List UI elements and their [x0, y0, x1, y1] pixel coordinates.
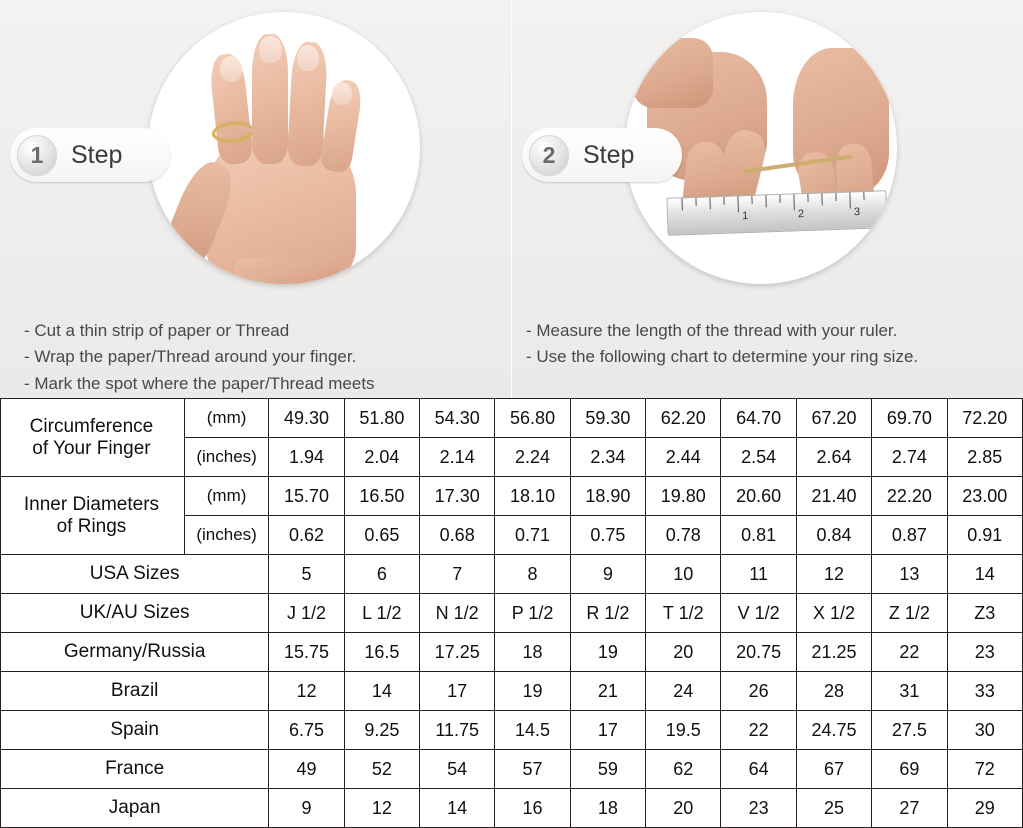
- cell: 19.80: [646, 477, 721, 516]
- cell: 72: [947, 750, 1022, 789]
- cell: 18: [495, 633, 570, 672]
- cell: 18.10: [495, 477, 570, 516]
- cell: 62.20: [646, 399, 721, 438]
- cell: 16.5: [344, 633, 419, 672]
- cell: L 1/2: [344, 594, 419, 633]
- cell: 0.78: [646, 516, 721, 555]
- steps-section: [0, 0, 1023, 398]
- cell: 56.80: [495, 399, 570, 438]
- step-1-instructions: [24, 318, 375, 397]
- cell: Z3: [947, 594, 1022, 633]
- table-row: [1, 555, 1023, 594]
- cell: J 1/2: [269, 594, 344, 633]
- step-2-panel: [512, 0, 1023, 398]
- cell: 0.75: [570, 516, 645, 555]
- cell: 6.75: [269, 711, 344, 750]
- cell: 0.81: [721, 516, 796, 555]
- cell: 64.70: [721, 399, 796, 438]
- cell: 17: [570, 711, 645, 750]
- cell: 64: [721, 750, 796, 789]
- row-label-brazil: Brazil: [1, 672, 269, 711]
- cell: 11.75: [420, 711, 495, 750]
- row-label-circumference-line1: Circumference: [29, 415, 154, 437]
- cell: 20.60: [721, 477, 796, 516]
- cell: 15.70: [269, 477, 344, 516]
- cell: 54.30: [420, 399, 495, 438]
- cell: 18.90: [570, 477, 645, 516]
- cell: 2.34: [570, 438, 645, 477]
- cell: 49: [269, 750, 344, 789]
- cell: 27: [872, 789, 947, 828]
- cell: 20: [646, 633, 721, 672]
- cell: 52: [344, 750, 419, 789]
- unit-inches: (inches): [184, 438, 268, 477]
- cell: 26: [721, 672, 796, 711]
- table-row: [1, 633, 1023, 672]
- step-1-panel: [0, 0, 512, 398]
- ruler-number-2: 2: [797, 208, 805, 221]
- cell: 0.87: [872, 516, 947, 555]
- step-1-bullet-3: - Mark the spot where the paper/Thread meets: [24, 373, 375, 393]
- cell: 0.65: [344, 516, 419, 555]
- row-label-inner-diameter-line1: Inner Diameters: [23, 493, 160, 515]
- cell: 24.75: [796, 711, 871, 750]
- cell: 23: [947, 633, 1022, 672]
- cell: 2.44: [646, 438, 721, 477]
- cell: 24: [646, 672, 721, 711]
- cell: 12: [269, 672, 344, 711]
- row-label-france: France: [1, 750, 269, 789]
- cell: N 1/2: [420, 594, 495, 633]
- cell: 0.62: [269, 516, 344, 555]
- row-label-inner-diameter-line2: of Rings: [56, 515, 127, 537]
- cell: 0.71: [495, 516, 570, 555]
- cell: 51.80: [344, 399, 419, 438]
- cell: 19.5: [646, 711, 721, 750]
- step-1-badge: [10, 128, 170, 182]
- cell: 21.40: [796, 477, 871, 516]
- cell: V 1/2: [721, 594, 796, 633]
- ruler: [666, 190, 887, 236]
- cell: 9.25: [344, 711, 419, 750]
- step-1-label: Step: [71, 140, 123, 169]
- cell: 2.24: [495, 438, 570, 477]
- cell: 11: [721, 555, 796, 594]
- step-2-label: Step: [583, 140, 635, 169]
- cell: 2.54: [721, 438, 796, 477]
- table-row: [1, 750, 1023, 789]
- cell: 69.70: [872, 399, 947, 438]
- table-row: [1, 672, 1023, 711]
- cell: 22.20: [872, 477, 947, 516]
- cell: 13: [872, 555, 947, 594]
- cell: P 1/2: [495, 594, 570, 633]
- row-label-usa: USA Sizes: [1, 555, 269, 594]
- cell: 2.85: [947, 438, 1022, 477]
- cell: 67.20: [796, 399, 871, 438]
- cell: 27.5: [872, 711, 947, 750]
- row-label-japan: Japan: [1, 789, 269, 828]
- cell: 14: [344, 672, 419, 711]
- cell: 23: [721, 789, 796, 828]
- step-2-bullet-2: - Use the following chart to determine your ring size.: [526, 347, 919, 367]
- cell: 0.68: [420, 516, 495, 555]
- cell: 33: [947, 672, 1022, 711]
- cell: 19: [495, 672, 570, 711]
- cell: T 1/2: [646, 594, 721, 633]
- cell: 54: [420, 750, 495, 789]
- cell: 2.04: [344, 438, 419, 477]
- cell: 5: [269, 555, 344, 594]
- cell: 22: [872, 633, 947, 672]
- step-1-number: 1: [17, 135, 57, 175]
- cell: 20.75: [721, 633, 796, 672]
- cell: 23.00: [947, 477, 1022, 516]
- row-label-germany-russia: Germany/Russia: [1, 633, 269, 672]
- cell: 72.20: [947, 399, 1022, 438]
- row-label-spain: Spain: [1, 711, 269, 750]
- cell: 12: [344, 789, 419, 828]
- cell: 59: [570, 750, 645, 789]
- cell: 29: [947, 789, 1022, 828]
- cell: 57: [495, 750, 570, 789]
- ruler-number-3: 3: [853, 206, 861, 219]
- table-row: [1, 594, 1023, 633]
- cell: 69: [872, 750, 947, 789]
- cell: 2.74: [872, 438, 947, 477]
- cell: 17.30: [420, 477, 495, 516]
- cell: 0.84: [796, 516, 871, 555]
- cell: 49.30: [269, 399, 344, 438]
- cell: 14.5: [495, 711, 570, 750]
- unit-mm: (mm): [184, 477, 268, 516]
- cell: 62: [646, 750, 721, 789]
- cell: 7: [420, 555, 495, 594]
- cell: X 1/2: [796, 594, 871, 633]
- cell: 17.25: [420, 633, 495, 672]
- hand-with-thread-around-finger-photo: [148, 12, 420, 284]
- cell: 59.30: [570, 399, 645, 438]
- unit-inches: (inches): [184, 516, 268, 555]
- cell: 14: [420, 789, 495, 828]
- cell: 12: [796, 555, 871, 594]
- table-row: [1, 711, 1023, 750]
- ruler-number-1: 1: [741, 210, 749, 223]
- cell: 9: [570, 555, 645, 594]
- row-label-inner-diameter: [1, 477, 185, 555]
- cell: 22: [721, 711, 796, 750]
- cell: R 1/2: [570, 594, 645, 633]
- cell: 28: [796, 672, 871, 711]
- cell: 17: [420, 672, 495, 711]
- step-2-badge: [522, 128, 682, 182]
- cell: 21.25: [796, 633, 871, 672]
- ring-size-chart-table: [0, 398, 1023, 828]
- step-2-instructions: [526, 318, 918, 371]
- cell: 30: [947, 711, 1022, 750]
- cell: 10: [646, 555, 721, 594]
- cell: 0.91: [947, 516, 1022, 555]
- cell: 2.14: [420, 438, 495, 477]
- cell: 6: [344, 555, 419, 594]
- cell: 8: [495, 555, 570, 594]
- cell: 2.64: [796, 438, 871, 477]
- cell: 1.94: [269, 438, 344, 477]
- cell: 25: [796, 789, 871, 828]
- table-row: [1, 399, 1023, 438]
- cell: 9: [269, 789, 344, 828]
- cell: 16: [495, 789, 570, 828]
- row-label-circumference-line2: of Your Finger: [32, 437, 151, 459]
- cell: 18: [570, 789, 645, 828]
- unit-mm: (mm): [184, 399, 268, 438]
- cell: 14: [947, 555, 1022, 594]
- step-1-bullet-2: - Wrap the paper/Thread around your finger.: [24, 347, 357, 367]
- table-row: [1, 789, 1023, 828]
- cell: Z 1/2: [872, 594, 947, 633]
- cell: 16.50: [344, 477, 419, 516]
- cell: 19: [570, 633, 645, 672]
- step-2-bullet-1: - Measure the length of the thread with your ruler.: [526, 321, 898, 340]
- cell: 67: [796, 750, 871, 789]
- row-label-circumference: [1, 399, 185, 477]
- cell: 31: [872, 672, 947, 711]
- table-row: [1, 477, 1023, 516]
- cell: 21: [570, 672, 645, 711]
- row-label-uk-au: UK/AU Sizes: [1, 594, 269, 633]
- cell: 20: [646, 789, 721, 828]
- step-1-bullet-1: - Cut a thin strip of paper or Thread: [24, 321, 290, 340]
- cell: 15.75: [269, 633, 344, 672]
- step-2-number: 2: [529, 135, 569, 175]
